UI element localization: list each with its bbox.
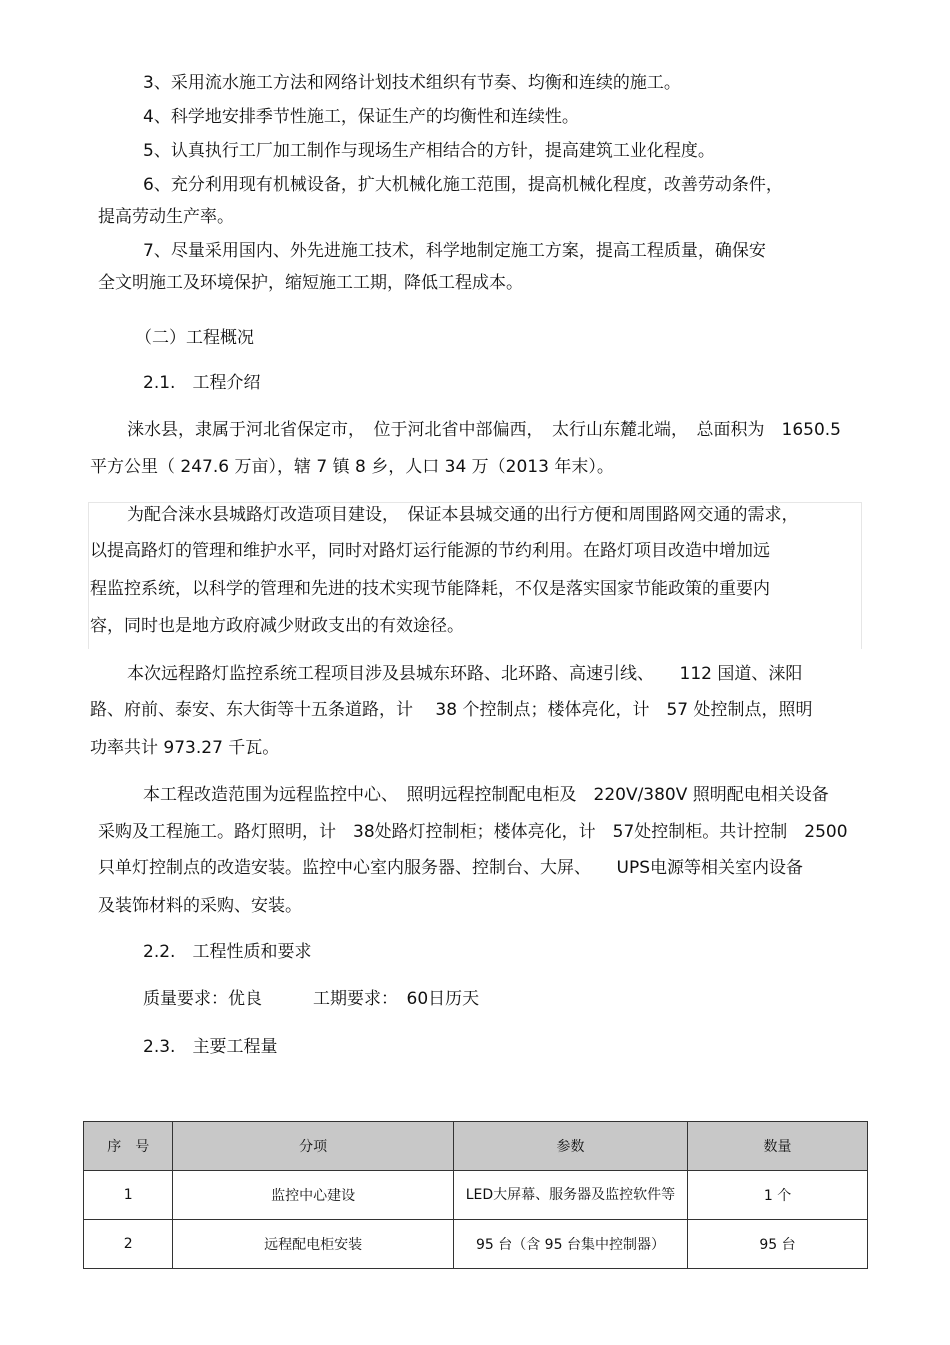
scope-line1: 本次远程路灯监控系统工程项目涉及县城东环路、北环路、高速引线、 112 国道、涞阳 [127, 664, 803, 684]
header-item: 分项 [173, 1122, 453, 1171]
quantities-table [83, 1121, 868, 1269]
cell-item: 远程配电柜安装 [173, 1220, 453, 1269]
header-index: 序 号 [84, 1122, 173, 1171]
purpose-line3: 程监控系统，以科学的管理和先进的技术实现节能降耗，不仅是落实国家节能政策的重要内 [90, 579, 770, 599]
section-heading: （二）工程概况 [135, 328, 254, 348]
range-line3: 只单灯控制点的改造安装。监控中心室内服务器、控制台、大屏、 UPS电源等相关室内设备 [98, 858, 803, 878]
cell-params: LED大屏幕、服务器及监控软件等 [453, 1171, 687, 1220]
table-row [84, 1171, 868, 1220]
cell-index: 1 [84, 1171, 173, 1220]
scope-line2: 路、府前、泰安、东大街等十五条道路，计 38 个控制点；楼体亮化，计 57 处控制点，照明 [90, 700, 813, 720]
header-params: 参数 [453, 1122, 687, 1171]
range-line1: 本工程改造范围为远程监控中心、 照明远程控制配电柜及 220V/380V 照明配电相关设备 [143, 785, 829, 805]
purpose-line1: 为配合涞水县城路灯改造项目建设， 保证本县城交通的出行方便和周围路网交通的需求， [127, 505, 799, 525]
requirements-line: 质量要求：优良 工期要求： 60日历天 [143, 989, 480, 1009]
range-line4: 及装饰材料的采购、安装。 [98, 896, 302, 916]
purpose-line4: 容，同时也是地方政府减少财政支出的有效途径。 [90, 616, 464, 636]
cell-item: 监控中心建设 [173, 1171, 453, 1220]
principle-7-line2: 全文明施工及环境保护，缩短施工工期，降低工程成本。 [98, 273, 523, 293]
table-row [84, 1220, 868, 1269]
subsection-2-2: 2.2. 工程性质和要求 [143, 942, 312, 962]
principle-5: 5、认真执行工厂加工制作与现场生产相结合的方针，提高建筑工业化程度。 [143, 141, 715, 161]
range-line2: 采购及工程施工。路灯照明，计 38处路灯控制柜；楼体亮化，计 57处控制柜。共计控制 2500 [98, 822, 848, 842]
purpose-line2: 以提高路灯的管理和维护水平，同时对路灯运行能源的节约利用。在路灯项目改造中增加远 [90, 541, 770, 561]
header-quantity: 数量 [688, 1122, 868, 1171]
subsection-2-1: 2.1. 工程介绍 [143, 373, 261, 393]
table-header-row [84, 1122, 868, 1171]
cell-params: 95 台（含 95 台集中控制器） [453, 1220, 687, 1269]
scope-line3: 功率共计 973.27 千瓦。 [90, 738, 280, 758]
principle-7-line1: 7、尽量采用国内、外先进施工技术，科学地制定施工方案，提高工程质量，确保安 [143, 241, 766, 261]
cell-index: 2 [84, 1220, 173, 1269]
principle-4: 4、科学地安排季节性施工，保证生产的均衡性和连续性。 [143, 107, 579, 127]
intro-line1: 涞水县，隶属于河北省保定市， 位于河北省中部偏西， 太行山东麓北端， 总面积为 1650.5 [127, 420, 841, 440]
principle-6-line1: 6、充分利用现有机械设备，扩大机械化施工范围，提高机械化程度，改善劳动条件， [143, 175, 783, 195]
subsection-2-3: 2.3. 主要工程量 [143, 1037, 278, 1057]
cell-quantity: 95 台 [688, 1220, 868, 1269]
principle-3: 3、采用流水施工方法和网络计划技术组织有节奏、均衡和连续的施工。 [143, 73, 681, 93]
cell-quantity: 1 个 [688, 1171, 868, 1220]
intro-line2: 平方公里（ 247.6 万亩），辖 7 镇 8 乡，人口 34 万（2013 年末）。 [90, 457, 614, 477]
principle-6-line2: 提高劳动生产率。 [98, 207, 234, 227]
